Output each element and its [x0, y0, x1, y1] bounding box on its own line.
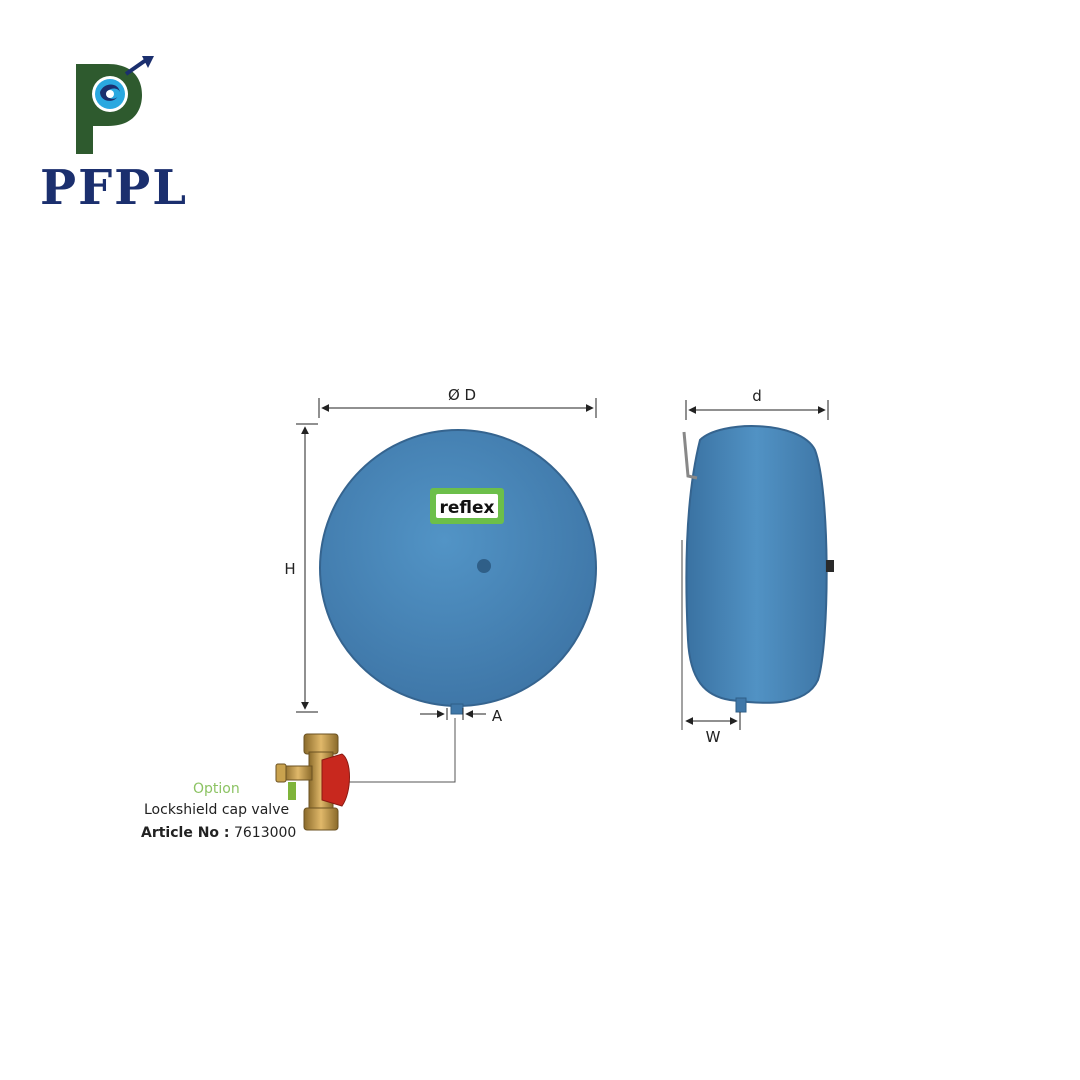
option-label: Option	[193, 781, 240, 797]
brand-name: PFPL	[40, 160, 189, 216]
tank-front-view	[320, 430, 596, 714]
tank-side-view	[682, 426, 834, 730]
valve-name: Lockshield cap valve	[144, 802, 290, 818]
article-number	[141, 825, 296, 841]
connection-label: A	[491, 707, 503, 725]
bottom-width-label: W	[705, 728, 721, 746]
height-label: H	[284, 560, 296, 578]
article-value: 7613000	[233, 825, 297, 841]
depth-label: d	[752, 387, 762, 405]
diameter-label: Ø D	[447, 386, 477, 404]
article-prefix: Article No :	[141, 825, 230, 841]
reflex-logo: reflex	[439, 498, 495, 518]
